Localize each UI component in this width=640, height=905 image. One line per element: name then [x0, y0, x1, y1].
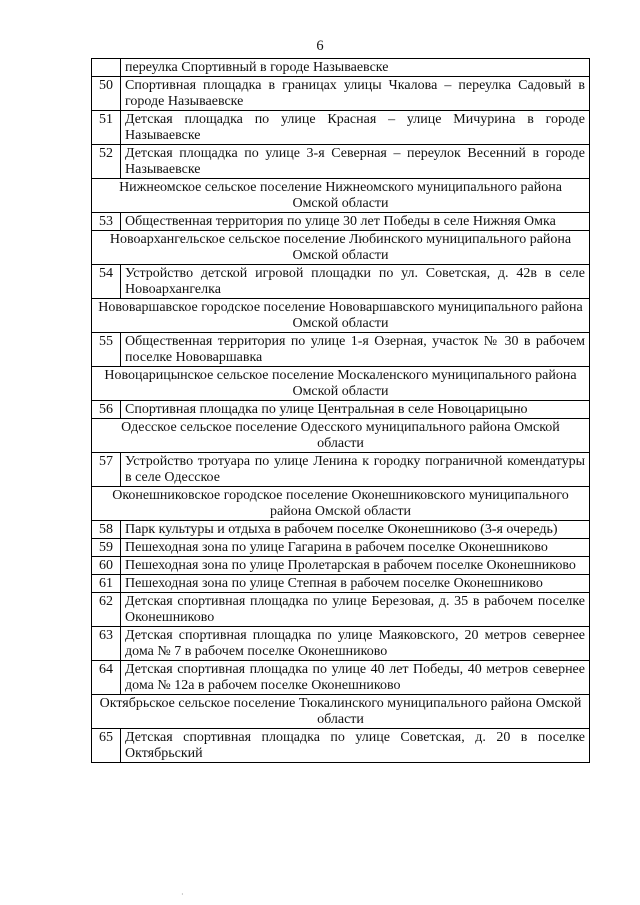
section-row: [92, 419, 590, 453]
row-text: Пешеходная зона по улице Гагарина в рабочем поселке Оконешниково: [121, 539, 590, 557]
table-row: [92, 401, 590, 419]
row-number: 54: [92, 265, 121, 299]
table-row: [92, 593, 590, 627]
table-row: [92, 661, 590, 695]
section-heading: Оконешниковское городское поселение Оконешниковского муниципального района Омской области: [92, 487, 590, 521]
row-number: 60: [92, 557, 121, 575]
section-heading: Нововаршавское городское поселение Нововаршавского муниципального района Омской области: [92, 299, 590, 333]
row-text: Спортивная площадка по улице Центральная в селе Новоцарицыно: [121, 401, 590, 419]
row-number: [92, 59, 121, 77]
row-text: Детская спортивная площадка по улице Березовая, д. 35 в рабочем поселке Оконешниково: [121, 593, 590, 627]
row-number: 52: [92, 145, 121, 179]
row-text: Пешеходная зона по улице Пролетарская в рабочем поселке Оконешниково: [121, 557, 590, 575]
row-number: 56: [92, 401, 121, 419]
row-number: 51: [92, 111, 121, 145]
section-heading: Октябрьское сельское поселение Тюкалинского муниципального района Омской области: [92, 695, 590, 729]
section-row: [92, 695, 590, 729]
row-number: 58: [92, 521, 121, 539]
row-number: 65: [92, 729, 121, 763]
table-row: [92, 265, 590, 299]
scan-dot-mark: ·: [181, 890, 184, 899]
section-heading: Одесское сельское поселение Одесского муниципального района Омской области: [92, 419, 590, 453]
section-row: [92, 367, 590, 401]
row-text: Детская площадка по улице 3-я Северная – переулок Весенний в городе Называевске: [121, 145, 590, 179]
row-text: Детская площадка по улице Красная – улице Мичурина в городе Называевске: [121, 111, 590, 145]
row-text: Общественная территория по улице 1-я Озерная, участок № 30 в рабочем поселке Нововаршавка: [121, 333, 590, 367]
section-heading: Новоцарицынское сельское поселение Москаленского муниципального района Омской области: [92, 367, 590, 401]
section-heading: Новоархангельское сельское поселение Любинского муниципального района Омской области: [92, 231, 590, 265]
row-text: Спортивная площадка в границах улицы Чкалова – переулка Садовый в городе Называевске: [121, 77, 590, 111]
row-text: переулка Спортивный в городе Называевске: [121, 59, 590, 77]
section-row: [92, 299, 590, 333]
row-number: 59: [92, 539, 121, 557]
row-number: 61: [92, 575, 121, 593]
section-row: [92, 179, 590, 213]
table-row: [92, 729, 590, 763]
table-row: [92, 213, 590, 231]
row-text: Устройство детской игровой площадки по ул. Советская, д. 42в в селе Новоархангелка: [121, 265, 590, 299]
row-number: 63: [92, 627, 121, 661]
table-row: [92, 575, 590, 593]
row-number: 50: [92, 77, 121, 111]
table-row: [92, 59, 590, 77]
row-text: Детская спортивная площадка по улице 40 лет Победы, 40 метров севернее дома № 12а в рабочем поселке Оконешниково: [121, 661, 590, 695]
section-row: [92, 231, 590, 265]
row-text: Пешеходная зона по улице Степная в рабочем поселке Оконешниково: [121, 575, 590, 593]
section-heading: Нижнеомское сельское поселение Нижнеомского муниципального района Омской области: [92, 179, 590, 213]
table-row: [92, 453, 590, 487]
table-row: [92, 557, 590, 575]
table-row: [92, 77, 590, 111]
row-text: Устройство тротуара по улице Ленина к городку пограничной комендатуры в селе Одесское: [121, 453, 590, 487]
row-number: 62: [92, 593, 121, 627]
page-number: 6: [316, 38, 324, 54]
row-number: 64: [92, 661, 121, 695]
section-row: [92, 487, 590, 521]
table-row: [92, 539, 590, 557]
row-number: 53: [92, 213, 121, 231]
row-text: Детская спортивная площадка по улице Маяковского, 20 метров севернее дома № 7 в рабочем поселке Оконешниково: [121, 627, 590, 661]
table-row: [92, 145, 590, 179]
table-row: [92, 111, 590, 145]
row-number: 57: [92, 453, 121, 487]
table-row: [92, 333, 590, 367]
table-row: [92, 627, 590, 661]
objects-table: [91, 58, 590, 763]
row-text: Общественная территория по улице 30 лет Победы в селе Нижняя Омка: [121, 213, 590, 231]
row-text: Парк культуры и отдыха в рабочем поселке Оконешниково (3-я очередь): [121, 521, 590, 539]
table-row: [92, 521, 590, 539]
row-number: 55: [92, 333, 121, 367]
row-text: Детская спортивная площадка по улице Советская, д. 20 в поселке Октябрьский: [121, 729, 590, 763]
